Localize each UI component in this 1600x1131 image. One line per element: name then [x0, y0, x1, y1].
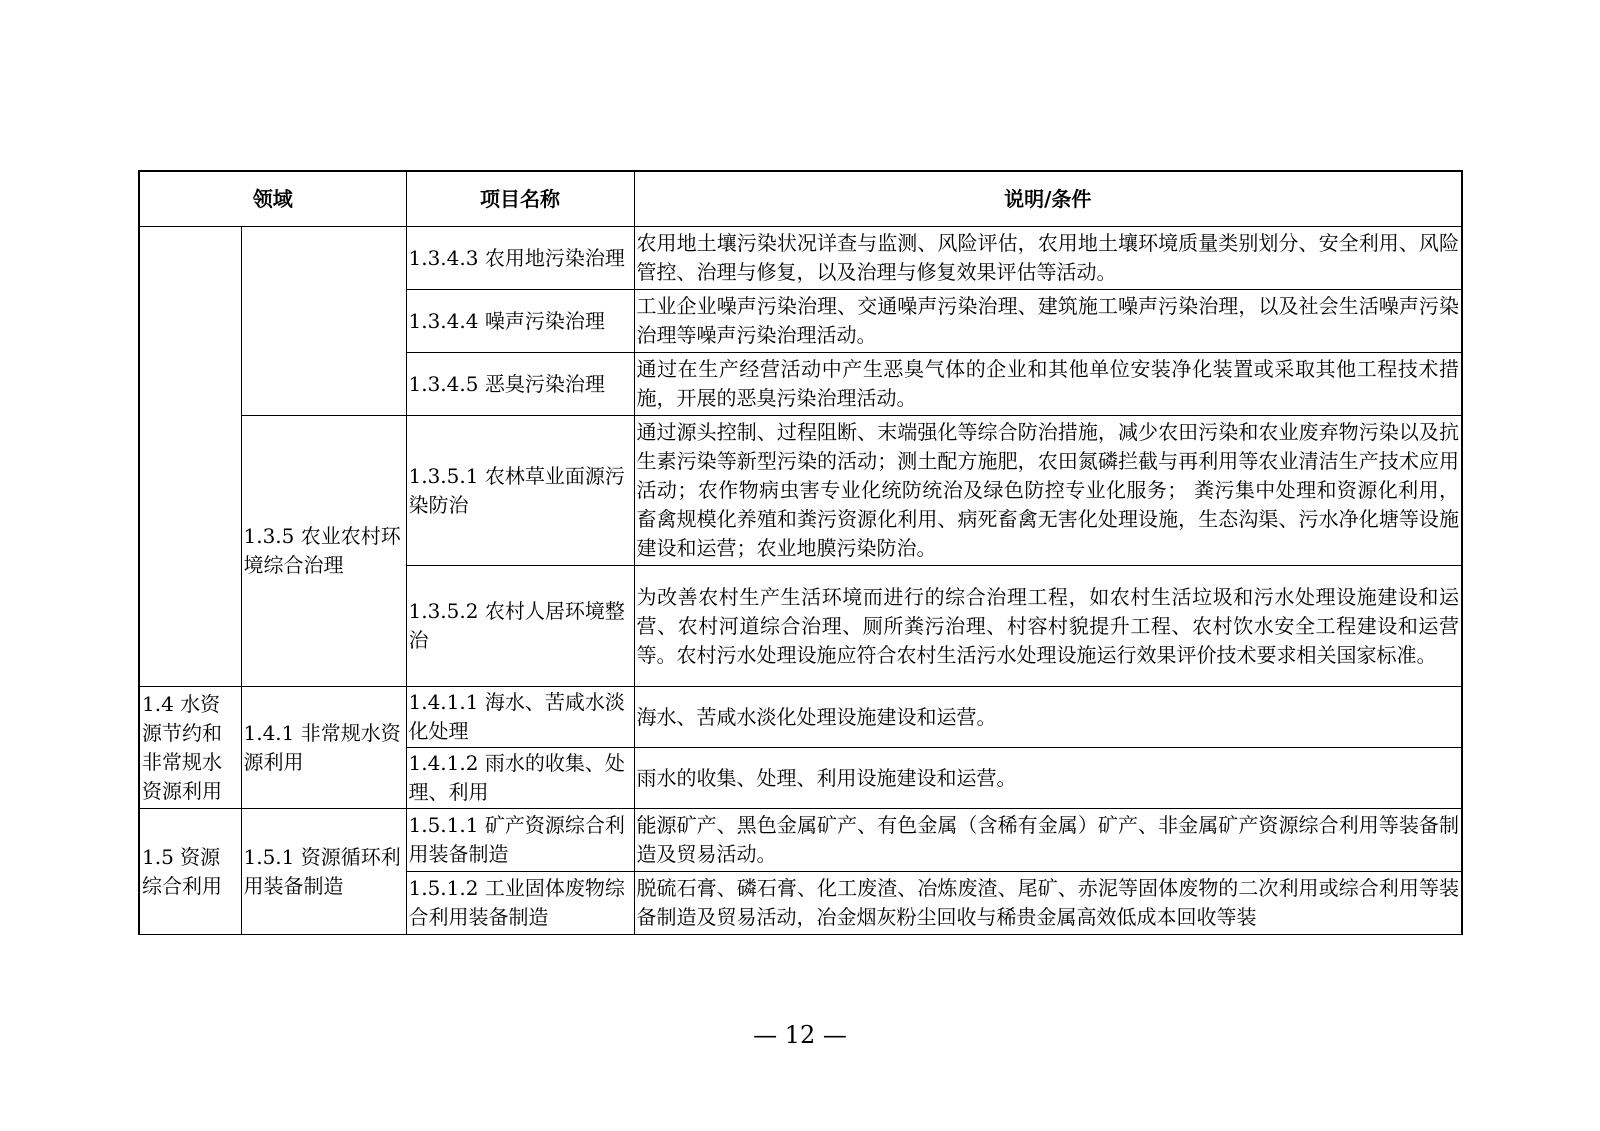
subdomain-cell: 1.5.1 资源循环利用装备制造	[241, 809, 406, 935]
subdomain-cell-empty	[241, 227, 406, 416]
description-cell: 通过源头控制、过程阻断、末端强化等综合防治措施，减少农田污染和农业废弃物污染以及抗生素污染等新型污染的活动；测土配方施肥，农田氮磷拦截与再利用等农业清洁生产技术应用活动；农作物病虫害专业化统防统治及绿色防控专业化服务； 粪污集中处理和资源化利用，畜禽规模化养殖和粪污资源化利用、病死畜禽无害化处理设施，生态沟渠、污水净化塘等设施建设和运营；农业地膜污染防治。	[634, 416, 1462, 566]
item-name-cell: 1.3.4.3 农用地污染治理	[406, 227, 634, 290]
header-domain: 领域	[139, 171, 406, 227]
item-name-cell: 1.3.5.1 农林草业面源污染防治	[406, 416, 634, 566]
item-name-cell: 1.3.4.5 恶臭污染治理	[406, 353, 634, 416]
description-cell: 工业企业噪声污染治理、交通噪声污染治理、建筑施工噪声污染治理，以及社会生活噪声污染治理等噪声污染治理活动。	[634, 290, 1462, 353]
subdomain-cell: 1.3.5 农业农村环境综合治理	[241, 416, 406, 687]
description-cell: 农用地土壤污染状况详查与监测、风险评估，农用地土壤环境质量类别划分、安全利用、风险管控、治理与修复，以及治理与修复效果评估等活动。	[634, 227, 1462, 290]
description-cell: 为改善农村生产生活环境而进行的综合治理工程，如农村生活垃圾和污水处理设施建设和运营、农村河道综合治理、厕所粪污治理、村容村貌提升工程、农村饮水安全工程建设和运营等。农村污水处理设施应符合农村生活污水处理设施运行效果评价技术要求相关国家标准。	[634, 566, 1462, 687]
table-row	[139, 416, 1462, 566]
item-name-cell: 1.3.4.4 噪声污染治理	[406, 290, 634, 353]
description-cell: 能源矿产、黑色金属矿产、有色金属（含稀有金属）矿产、非金属矿产资源综合利用等装备制造及贸易活动。	[634, 809, 1462, 872]
item-name-cell: 1.4.1.2 雨水的收集、处理、利用	[406, 748, 634, 809]
description-cell: 脱硫石膏、磷石膏、化工废渣、冶炼废渣、尾矿、赤泥等固体废物的二次利用或综合利用等装备制造及贸易活动，冶金烟灰粉尘回收与稀贵金属高效低成本回收等装	[634, 872, 1462, 935]
item-name-cell: 1.3.5.2 农村人居环境整治	[406, 566, 634, 687]
domain-cell: 1.4 水资源节约和非常规水资源利用	[139, 687, 241, 809]
item-name-cell: 1.5.1.2 工业固体废物综合利用装备制造	[406, 872, 634, 935]
domain-cell: 1.5 资源综合利用	[139, 809, 241, 935]
item-name-cell: 1.4.1.1 海水、苦咸水淡化处理	[406, 687, 634, 748]
page-number: — 12 —	[753, 1021, 847, 1049]
table-row	[139, 227, 1462, 290]
description-cell: 海水、苦咸水淡化处理设施建设和运营。	[634, 687, 1462, 748]
subdomain-cell: 1.4.1 非常规水资源利用	[241, 687, 406, 809]
table-row	[139, 809, 1462, 872]
catalog-table	[138, 170, 1463, 935]
header-description: 说明/条件	[634, 171, 1462, 227]
description-cell: 雨水的收集、处理、利用设施建设和运营。	[634, 748, 1462, 809]
item-name-cell: 1.5.1.1 矿产资源综合利用装备制造	[406, 809, 634, 872]
header-item-name: 项目名称	[406, 171, 634, 227]
description-cell: 通过在生产经营活动中产生恶臭气体的企业和其他单位安装净化装置或采取其他工程技术措施，开展的恶臭污染治理活动。	[634, 353, 1462, 416]
table-row	[139, 687, 1462, 748]
domain-cell-empty	[139, 227, 241, 687]
table-header-row	[139, 171, 1462, 227]
